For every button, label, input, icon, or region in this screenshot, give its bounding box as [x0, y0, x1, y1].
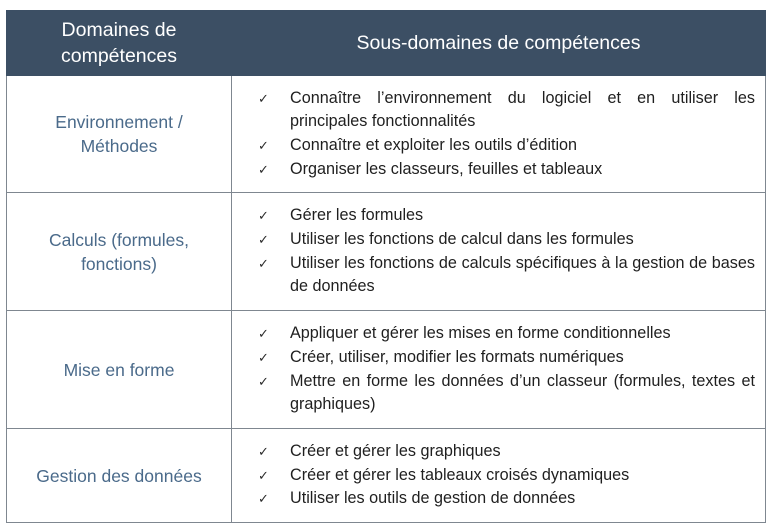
- list-item-text: Mettre en forme les données d’un classeur (formules, textes et graphiques): [290, 371, 755, 414]
- list-item-text: Créer et gérer les tableaux croisés dynamiques: [290, 465, 630, 484]
- subdomain-list: [258, 87, 755, 181]
- list-item: [258, 440, 755, 464]
- subdomain-list: [258, 204, 755, 298]
- table-row: [7, 429, 766, 523]
- list-item-text: Utiliser les fonctions de calculs spécifiques à la gestion de bases de données: [290, 253, 755, 296]
- list-item-text: Organiser les classeurs, feuilles et tableaux: [290, 159, 603, 178]
- list-item-text: Créer et gérer les graphiques: [290, 442, 501, 461]
- competences-table: [6, 10, 766, 523]
- list-item: [258, 322, 755, 346]
- subdomain-list: [258, 322, 755, 416]
- checkmark-icon: ✓: [258, 231, 269, 247]
- list-item: [258, 87, 755, 134]
- checkmark-icon: ✓: [258, 444, 269, 460]
- checkmark-icon: ✓: [258, 161, 269, 177]
- checkmark-icon: ✓: [258, 255, 269, 271]
- subdomain-list: [258, 440, 755, 511]
- list-item-text: Appliquer et gérer les mises en forme conditionnelles: [290, 324, 671, 343]
- list-item: [258, 252, 755, 299]
- checkmark-icon: ✓: [258, 326, 269, 342]
- checkmark-icon: ✓: [258, 138, 269, 153]
- domain-cell: Calculs (formules, fonctions): [7, 193, 232, 311]
- checkmark-icon: ✓: [258, 491, 269, 507]
- list-item: [258, 228, 755, 252]
- list-item-text: Créer, utiliser, modifier les formats numériques: [290, 347, 624, 366]
- list-item: [258, 204, 755, 228]
- list-item-text: Utiliser les fonctions de calcul dans les formules: [290, 229, 634, 248]
- list-item: [258, 370, 755, 417]
- list-item-text: Utiliser les outils de gestion de données: [290, 489, 576, 508]
- list-item: [258, 464, 755, 488]
- list-item-text: Connaître l’environnement du logiciel et en utiliser les principales fonctionnalités: [290, 88, 755, 131]
- checkmark-icon: ✓: [258, 90, 269, 106]
- subdomain-cell: [232, 311, 766, 429]
- list-item: [258, 346, 755, 370]
- subdomain-cell: [232, 193, 766, 311]
- domain-cell: Gestion des données: [7, 429, 232, 523]
- checkmark-icon: ✓: [258, 349, 269, 365]
- table-row: [7, 76, 766, 193]
- table-row: [7, 193, 766, 311]
- domain-cell: Environnement / Méthodes: [7, 76, 232, 193]
- table-row: [7, 311, 766, 429]
- checkmark-icon: ✓: [258, 208, 269, 224]
- list-item: [258, 158, 755, 182]
- checkmark-icon: ✓: [258, 467, 269, 483]
- subdomain-cell: [232, 76, 766, 193]
- checkmark-icon: ✓: [258, 373, 269, 389]
- list-item-text: Connaître et exploiter les outils d’édition: [290, 136, 578, 154]
- header-domaines: Domaines de compétences: [7, 11, 232, 76]
- subdomain-cell: [232, 429, 766, 523]
- domain-cell: Mise en forme: [7, 311, 232, 429]
- list-item-text: Gérer les formules: [290, 206, 424, 225]
- list-item: [258, 487, 755, 511]
- list-item: [258, 134, 755, 158]
- table-header-row: [7, 11, 766, 76]
- header-sous-domaines: Sous-domaines de compétences: [232, 11, 766, 76]
